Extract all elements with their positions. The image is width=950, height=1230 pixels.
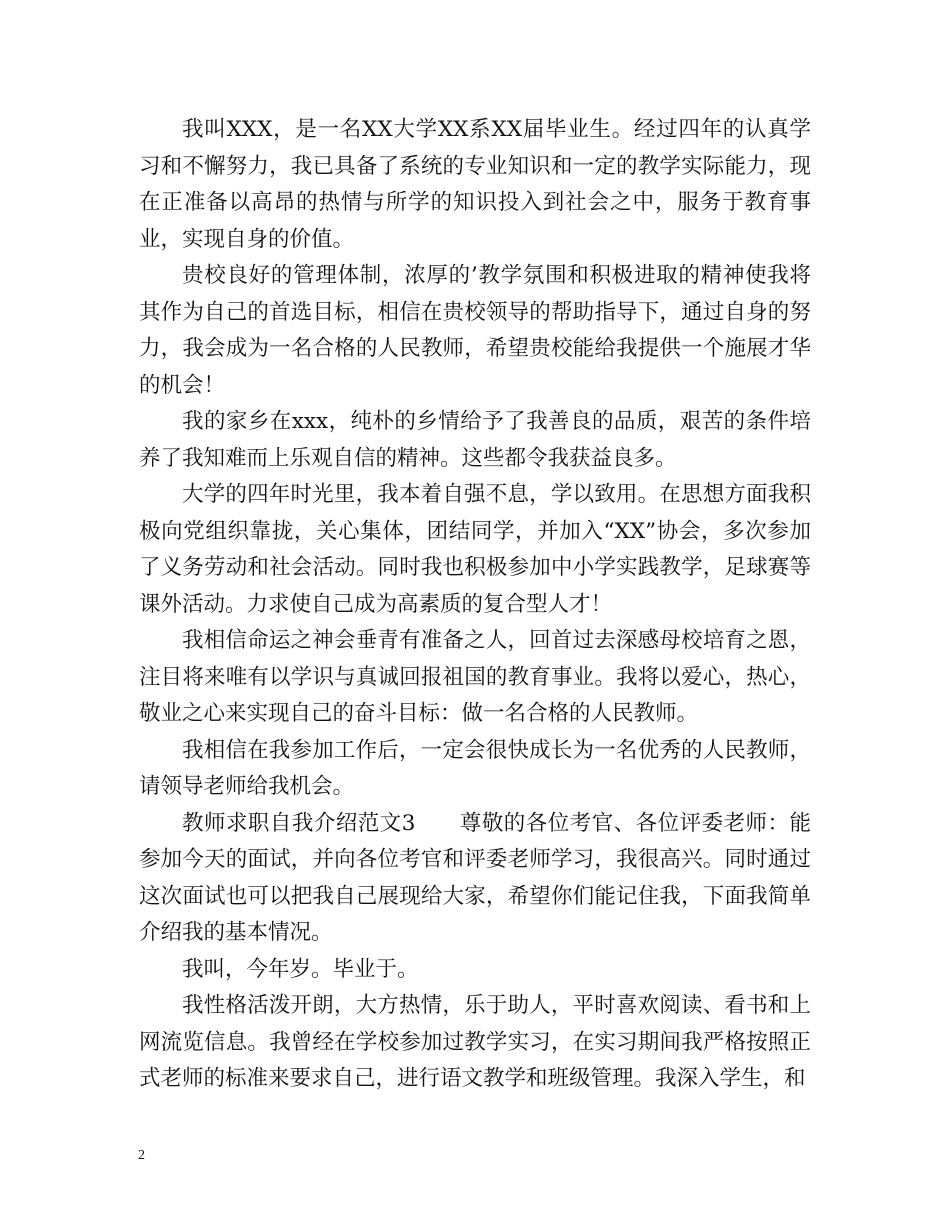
paragraph-1: 我叫XXX，是一名XX大学XX系XX届毕业生。经过四年的认真学习和不懈努力，我已具备了系统的专业知识和一定的教学实际能力，现在正准备以高昂的热情与所学的知识投入到社会之中，服务于教育事业，实现自身的价值。 (139, 117, 811, 252)
paragraph-8: 我叫，今年岁。毕业于。 (182, 956, 419, 982)
paragraph-9: 我性格活泼开朗，大方热情，乐于助人，平时喜欢阅读、看书和上网流览信息。我曾经在学校参加过教学实习，在实习期间我严格按照正式老师的标准来要求自己，进行语文教学和班级管理。我深入学生，和 (139, 993, 811, 1091)
document-body (139, 112, 811, 1098)
paragraph-7: 教师求职自我介绍范文3 尊敬的各位考官、各位评委老师：能参加今天的面试，并向各位考官和评委老师学习，我很高兴。同时通过这次面试也可以把我自己展现给大家，希望你们能记住我，下面我简单介绍我的基本情况。 (139, 810, 811, 945)
paragraph-2: 贵校良好的管理体制，浓厚的’教学氛围和积极进取的精神使我将其作为自己的首选目标，相信在贵校领导的帮助指导下，通过自身的努力，我会成为一名合格的人民教师，希望贵校能给我提供一个施展才华的机会！ (139, 263, 811, 398)
paragraph-6: 我相信在我参加工作后，一定会很快成长为一名优秀的人民教师，请领导老师给我机会。 (139, 737, 811, 799)
page-number: 2 (138, 1148, 145, 1163)
paragraph-5: 我相信命运之神会垂青有准备之人，回首过去深感母校培育之恩，注目将来唯有以学识与真诚回报祖国的教育事业。我将以爱心，热心，敬业之心来实现自己的奋斗目标：做一名合格的人民教师。 (139, 628, 811, 726)
paragraph-3: 我的家乡在xxx，纯朴的乡情给予了我善良的品质，艰苦的条件培养了我知难而上乐观自信的精神。这些都令我获益良多。 (139, 409, 811, 471)
paragraph-4: 大学的四年时光里，我本着自强不息，学以致用。在思想方面我积极向党组织靠拢，关心集体，团结同学，并加入“XX”协会，多次参加了义务劳动和社会活动。同时我也积极参加中小学实践教学，足球赛等课外活动。力求使自己成为高素质的复合型人才！ (139, 482, 811, 617)
